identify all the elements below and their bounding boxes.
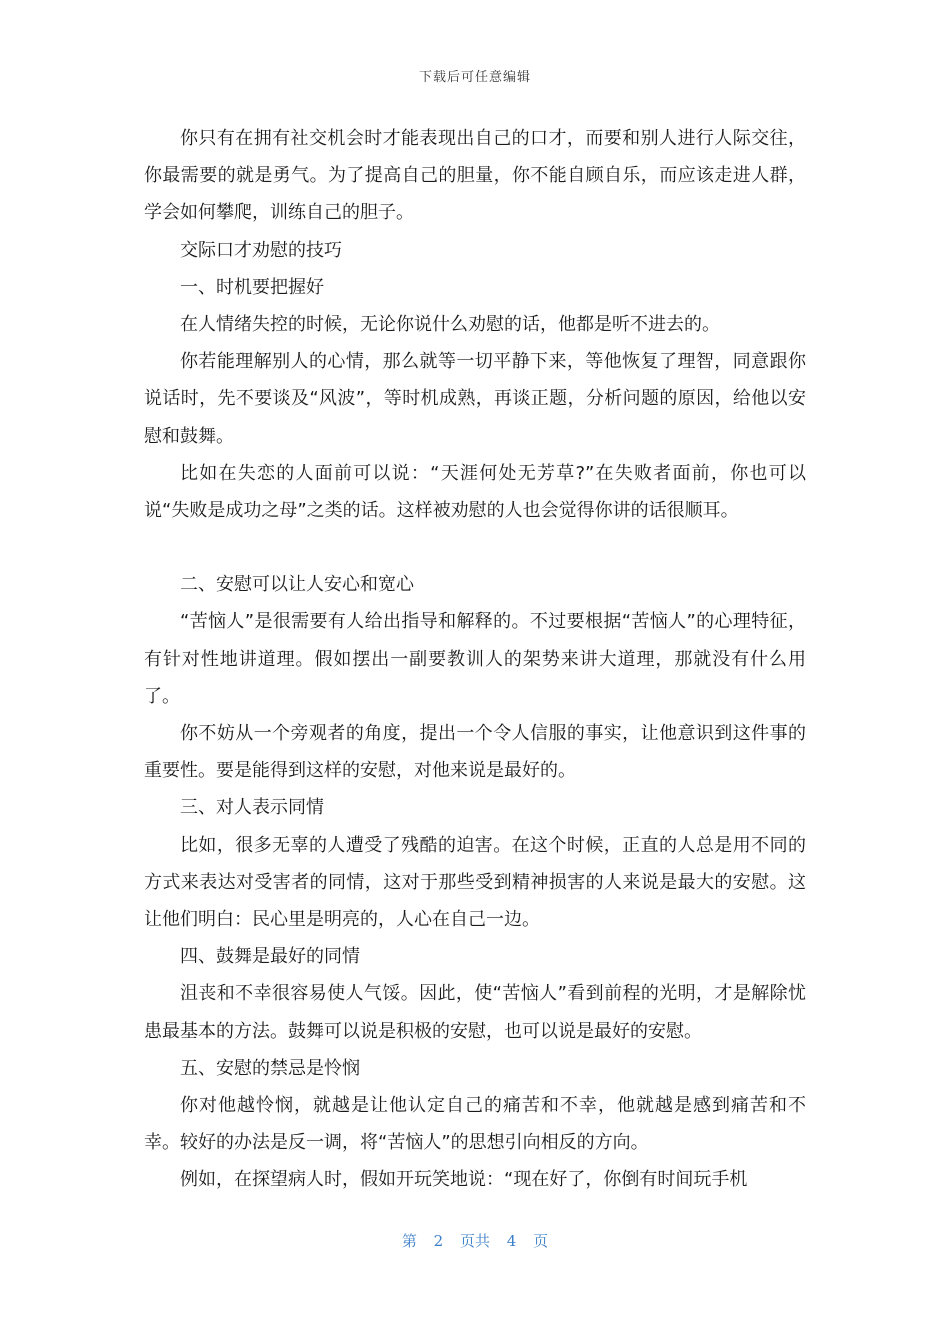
paragraph: “苦恼人”是很需要有人给出指导和解释的。不过要根据“苦恼人”的心理特征，有针对性地讲道理。假如摆出一副要教训人的架势来讲大道理，那就没有什么用了。 bbox=[144, 611, 806, 707]
paragraph: 你对他越怜悯，就越是让他认定自己的痛苦和不幸，他就越是感到痛苦和不幸。较好的办法是反一调，将“苦恼人”的思想引向相反的方向。 bbox=[144, 1095, 806, 1154]
paragraph: 在人情绪失控的时候，无论你说什么劝慰的话，他都是听不进去的。 bbox=[180, 314, 720, 336]
section-heading: 五、安慰的禁忌是怜悯 bbox=[180, 1057, 360, 1079]
footer-prefix: 第 bbox=[401, 1232, 417, 1250]
paragraph: 比如，很多无辜的人遭受了残酷的迫害。在这个时候，正直的人总是用不同的方式来表达对受害者的同情，这对于那些受到精神损害的人来说是最大的安慰。这让他们明白：民心里是明亮的，人心在自己一边。 bbox=[144, 834, 806, 931]
paragraph: 沮丧和不幸很容易使人气馁。因此，使“苦恼人”看到前程的光明，才是解除忧患最基本的方法。鼓舞可以说是积极的安慰，也可以说是最好的安慰。 bbox=[144, 983, 806, 1042]
paragraph: 你不妨从一个旁观者的角度，提出一个令人信服的事实，让他意识到这件事的重要性。要是能得到这样的安慰，对他来说是最好的。 bbox=[144, 723, 806, 782]
section-heading: 二、安慰可以让人安心和宽心 bbox=[180, 574, 414, 596]
footer-total-pages: 4 bbox=[506, 1232, 517, 1250]
paragraph: 比如在失恋的人面前可以说：“天涯何处无芳草?”在失败者面前，你也可以说“失败是成功之母”之类的话。这样被劝慰的人也会觉得你讲的话很顺耳。 bbox=[144, 462, 806, 522]
blank-line bbox=[144, 529, 806, 566]
paragraph: 你只有在拥有社交机会时才能表现出自己的口才，而要和别人进行人际交往，你最需要的就是勇气。为了提高自己的胆量，你不能自顾自乐，而应该走进人群，学会如何攀爬，训练自己的胆子。 bbox=[144, 128, 806, 224]
document-body bbox=[144, 120, 806, 1199]
section-heading: 四、鼓舞是最好的同情 bbox=[180, 946, 360, 968]
paragraph: 你若能理解别人的心情，那么就等一切平静下来，等他恢复了理智，同意跟你说话时，先不要谈及“风波”，等时机成熟，再谈正题，分析问题的原因，给他以安慰和鼓舞。 bbox=[144, 351, 806, 447]
page-header: 下载后可任意编辑 bbox=[418, 70, 531, 85]
section-heading: 三、对人表示同情 bbox=[180, 797, 324, 819]
footer-page-number: 2 bbox=[433, 1232, 444, 1250]
paragraph: 例如，在探望病人时，假如开玩笑地说：“现在好了，你倒有时间玩手机 bbox=[180, 1169, 748, 1191]
footer-middle: 页共 bbox=[459, 1232, 490, 1250]
section-heading: 一、时机要把握好 bbox=[180, 276, 324, 298]
page-footer bbox=[0, 1230, 950, 1251]
section-title: 交际口才劝慰的技巧 bbox=[180, 239, 342, 261]
footer-suffix: 页 bbox=[533, 1232, 549, 1250]
